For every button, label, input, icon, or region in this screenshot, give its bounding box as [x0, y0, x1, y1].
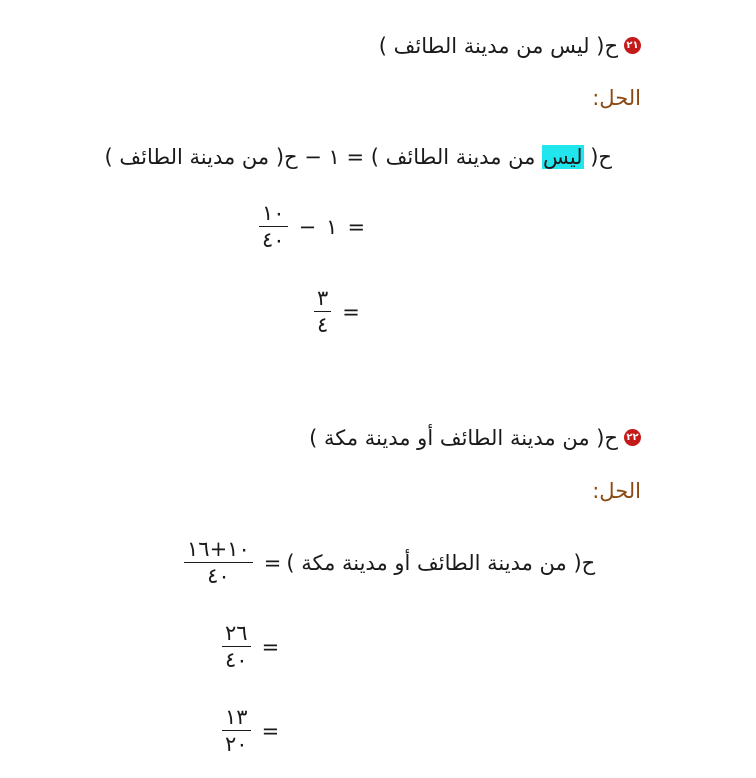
problem-21-step-2 [253, 202, 370, 251]
step-lhs: ح( من مدينة الطائف أو مدينة مكة ) [286, 550, 596, 575]
equals-sign: = [347, 214, 366, 239]
question-text: ح( من مدينة الطائف أو مدينة مكة ) [309, 426, 618, 450]
highlighted-word: ليس [543, 145, 583, 169]
fraction [222, 706, 251, 755]
numerator: ٣ [314, 287, 331, 312]
fraction [314, 287, 331, 336]
problem-22-step-2 [216, 622, 284, 671]
problem-21-question [379, 32, 641, 60]
denominator: ٤٠ [262, 228, 285, 252]
step-prefix: ح( [583, 145, 612, 169]
fraction [184, 538, 253, 587]
numerator: ١٣ [222, 706, 251, 731]
numerator: ٢٦ [222, 622, 251, 647]
fraction [259, 202, 288, 251]
denominator: ٤٠ [225, 648, 248, 672]
numerator: ١٠+١٦ [184, 538, 253, 563]
equals-sign: = [261, 634, 280, 659]
problem-number-badge: ٢٢ [624, 429, 641, 446]
problem-21-step-3 [308, 287, 365, 336]
fraction [222, 622, 251, 671]
question-text: ح( ليس من مدينة الطائف ) [378, 34, 618, 58]
solution-label: الحل: [592, 479, 641, 503]
numerator: ١٠ [259, 202, 288, 227]
equals-sign: = [342, 299, 360, 324]
problem-22-step-3 [216, 706, 284, 755]
problem-22-question [309, 424, 641, 452]
one-value: ١ [326, 214, 338, 239]
solution-label: الحل: [592, 86, 641, 110]
equals-sign: = [263, 550, 282, 575]
denominator: ٢٠ [225, 732, 248, 756]
step-rest: من مدينة الطائف ) = ١ − ح( من مدينة الطائف ) [104, 145, 543, 169]
denominator: ٤ [317, 313, 329, 337]
problem-number-badge: ٢١ [624, 37, 641, 54]
problem-22-step-1 [178, 538, 595, 587]
equals-sign: = [261, 718, 280, 743]
minus-sign: − [298, 214, 317, 239]
problem-21-step-1 [105, 143, 612, 171]
denominator: ٤٠ [207, 564, 230, 588]
